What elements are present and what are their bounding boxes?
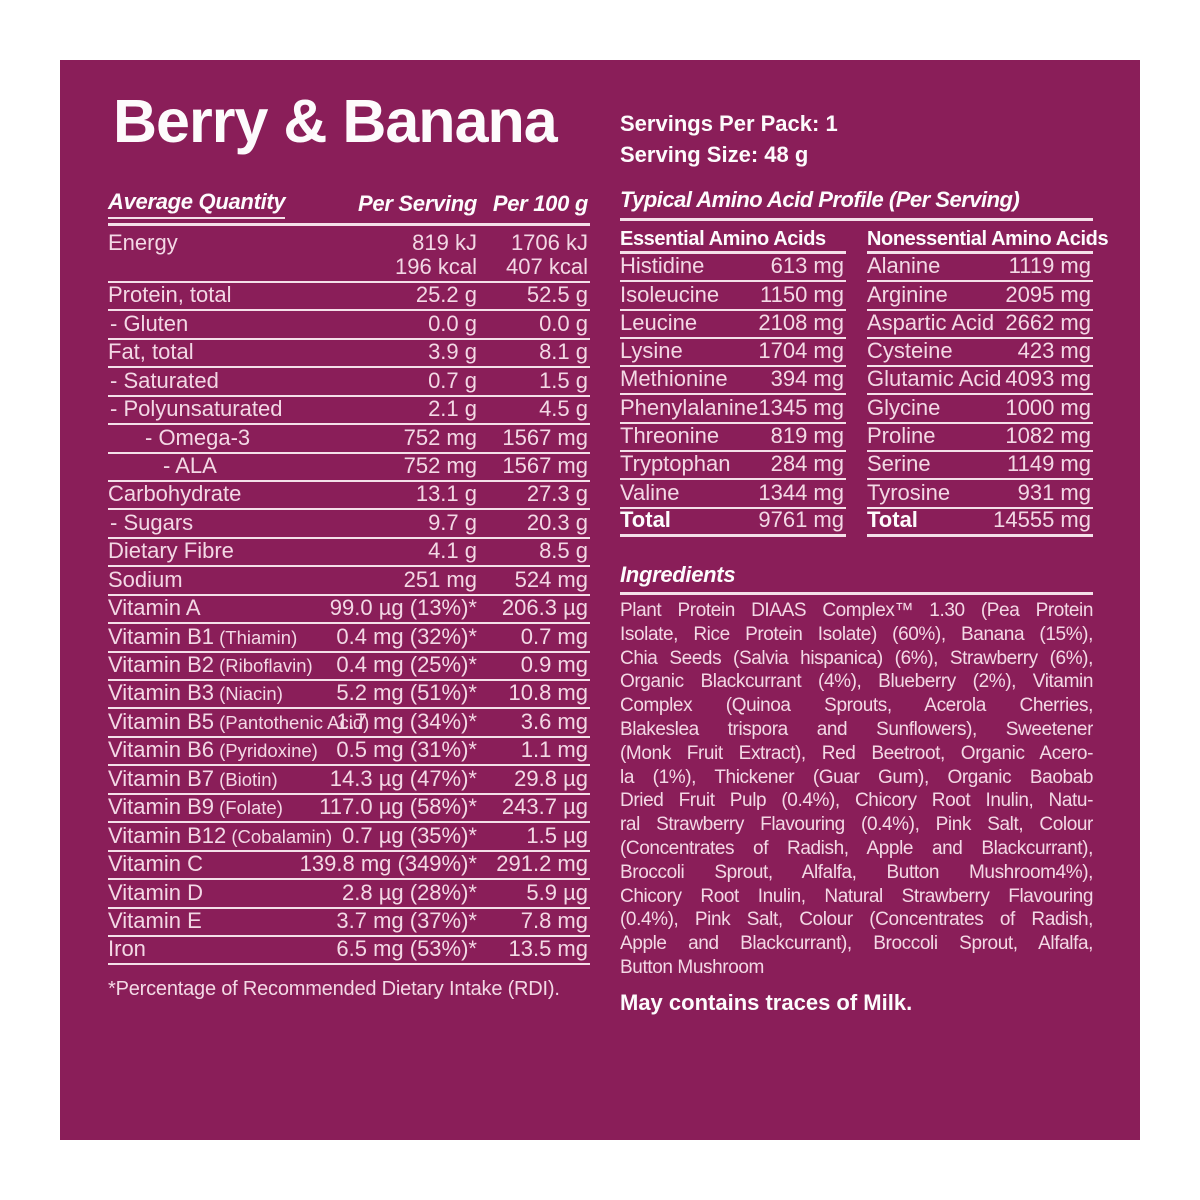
amino-value: 2095 mg	[1005, 281, 1091, 307]
per-100g-value: 20.3 g	[526, 509, 588, 535]
amino-name: Serine	[867, 451, 931, 477]
amino-name: Proline	[867, 423, 936, 449]
product-title: Berry & Banana	[113, 87, 557, 155]
amino-name: Lysine	[620, 338, 683, 364]
per-100g-value: 524 mg	[514, 566, 588, 592]
per-100g-value: 3.6 mg	[520, 708, 588, 734]
column-header-per-serving: Per Serving	[358, 191, 477, 216]
row-label: Vitamin B2 (Riboflavin)	[108, 652, 313, 678]
nutrition-rows	[108, 283, 590, 966]
per-100g-value: 27.3 g	[526, 481, 588, 507]
amino-profile-title: Typical Amino Acid Profile (Per Serving)	[620, 188, 1093, 221]
amino-row	[867, 339, 1093, 367]
row-label: Carbohydrate	[108, 481, 242, 507]
row-label: Energy	[108, 230, 178, 255]
ingredients-line: Chicory Root Inulin, Natural Strawberry Flavouring	[620, 885, 1093, 907]
table-row	[108, 681, 590, 709]
nutrition-table-header	[108, 189, 590, 226]
table-row	[108, 709, 590, 737]
ingredients-section	[620, 563, 1093, 1016]
per-serving-value: 9.7 g	[428, 509, 477, 535]
row-sublabel: (Biotin)	[213, 768, 278, 790]
ingredients-line: (Monk Fruit Extract), Red Beetroot, Organic Acero-	[620, 742, 1093, 764]
amino-value: 1704 mg	[758, 338, 844, 364]
amino-row	[867, 452, 1093, 480]
amino-value: 394 mg	[770, 366, 844, 392]
per-serving-value: 13.1 g	[415, 481, 477, 507]
rdi-footnote: *Percentage of Recommended Dietary Intake (RDI).	[108, 978, 560, 1001]
amino-value: 1082 mg	[1005, 423, 1091, 449]
row-label: Vitamin B5 (Pantothenic Acid)	[108, 708, 370, 734]
ingredients-line: Blakeslea trispora and Sunflowers), Sweetener	[620, 718, 1093, 740]
amino-total-label: Total	[620, 506, 671, 532]
ingredients-line: Chia Seeds (Salvia hispanica) (6%), Strawberry (6%),	[620, 647, 1093, 669]
amino-row	[867, 395, 1093, 423]
serving-info	[620, 108, 838, 170]
per-serving-value: 3.7 mg (37%)*	[336, 907, 477, 933]
nutrition-table	[108, 189, 590, 1001]
per-100g-value: 29.8 µg	[514, 765, 588, 791]
per-serving-value: 752 mg	[403, 424, 477, 450]
amino-value: 931 mg	[1017, 479, 1091, 505]
amino-row	[620, 282, 846, 310]
row-label: Vitamin B6 (Pyridoxine)	[108, 737, 318, 763]
amino-row	[620, 311, 846, 339]
per-serving-value: 0.4 mg (25%)*	[336, 652, 477, 678]
amino-name: Tyrosine	[867, 479, 951, 505]
table-row	[108, 567, 590, 595]
row-label: Vitamin B9 (Folate)	[108, 794, 283, 820]
row-sublabel: (Niacin)	[213, 683, 283, 705]
table-row	[108, 397, 590, 425]
row-label: Vitamin C	[108, 851, 203, 877]
amino-row	[867, 367, 1093, 395]
per-serving-value: 0.7 g	[428, 367, 477, 393]
amino-row	[620, 480, 846, 508]
amino-total-row	[620, 506, 846, 537]
table-row	[108, 340, 590, 368]
amino-total-value: 14555 mg	[993, 506, 1091, 532]
row-label: Vitamin B1 (Thiamin)	[108, 623, 298, 649]
amino-name: Cysteine	[867, 338, 953, 364]
serving-size: Serving Size: 48 g	[620, 142, 809, 167]
per-100g-value: 1.5 g	[539, 367, 588, 393]
per-serving-value: 196 kcal	[395, 253, 477, 279]
per-100g-value: 13.5 mg	[508, 936, 588, 962]
essential-amino-header: Essential Amino Acids	[620, 226, 846, 254]
table-row	[108, 283, 590, 311]
row-label: Vitamin A	[108, 595, 201, 621]
table-row	[108, 539, 590, 567]
per-100g-value: 1.5 µg	[526, 822, 588, 848]
per-serving-value: 0.0 g	[428, 310, 477, 336]
nonessential-amino-table	[867, 226, 1109, 537]
table-row	[108, 766, 590, 794]
per-serving-value: 0.5 mg (31%)*	[336, 737, 477, 763]
per-serving-value: 3.9 g	[428, 339, 477, 365]
amino-value: 284 mg	[770, 451, 844, 477]
per-serving-value: 752 mg	[403, 452, 477, 478]
row-label: - Polyunsaturated	[110, 396, 283, 422]
column-header-average-quantity: Average Quantity	[108, 189, 285, 219]
table-row	[108, 937, 590, 965]
per-100g-value: 0.0 g	[539, 310, 588, 336]
row-label: - Omega-3	[145, 424, 251, 450]
amino-name: Phenylalanine	[620, 394, 759, 420]
amino-row	[620, 339, 846, 367]
table-row	[108, 653, 590, 681]
ingredients-text	[620, 599, 1093, 980]
per-100g-value: 8.5 g	[539, 538, 588, 564]
amino-row	[867, 424, 1093, 452]
row-label: Vitamin B12 (Cobalamin)	[108, 822, 333, 848]
amino-row	[620, 367, 846, 395]
per-100g-value: 1706 kJ	[510, 230, 588, 255]
per-serving-value: 2.1 g	[428, 396, 477, 422]
row-label: - ALA	[163, 452, 217, 478]
per-100g-value: 4.5 g	[539, 396, 588, 422]
row-sublabel: (Riboflavin)	[213, 655, 313, 677]
energy-row	[108, 226, 590, 283]
row-label: Dietary Fibre	[108, 538, 234, 564]
row-label: - Gluten	[110, 310, 189, 336]
ingredients-line: Complex (Quinoa Sprouts, Acerola Cherries,	[620, 695, 1093, 717]
ingredients-line: Button Mushroom	[620, 956, 764, 978]
amino-name: Valine	[620, 479, 680, 505]
table-row	[108, 425, 590, 453]
table-row	[108, 738, 590, 766]
amino-name: Threonine	[620, 423, 720, 449]
amino-row	[620, 254, 846, 282]
amino-row	[867, 311, 1093, 339]
ingredients-title: Ingredients	[620, 563, 1093, 595]
ingredients-line: ral Strawberry Flavouring (0.4%), Pink Salt, Colour	[620, 814, 1093, 836]
amino-value: 1000 mg	[1005, 394, 1091, 420]
row-sublabel: (Folate)	[213, 797, 283, 819]
amino-value: 819 mg	[770, 423, 844, 449]
row-sublabel: (Cobalamin)	[226, 825, 333, 847]
amino-value: 1150 mg	[760, 281, 844, 307]
row-label: Protein, total	[108, 282, 232, 308]
per-100g-value: 206.3 µg	[501, 595, 588, 621]
table-row	[108, 311, 590, 339]
amino-value: 613 mg	[770, 253, 844, 279]
per-serving-value: 2.8 µg (28%)*	[342, 879, 477, 905]
amino-name: Leucine	[620, 309, 698, 335]
amino-value: 2662 mg	[1005, 309, 1091, 335]
per-serving-value: 0.7 µg (35%)*	[342, 822, 477, 848]
amino-value: 4093 mg	[1005, 366, 1091, 392]
per-serving-value: 819 kJ	[412, 230, 477, 255]
amino-row	[620, 424, 846, 452]
nutrition-label-panel	[60, 60, 1140, 1140]
per-serving-value: 0.4 mg (32%)*	[336, 623, 477, 649]
ingredients-line: Organic Blackcurrant (4%), Blueberry (2%), Vitamin	[620, 671, 1093, 693]
row-sublabel: (Pyridoxine)	[213, 740, 318, 762]
amino-row	[620, 452, 846, 480]
per-100g-value: 8.1 g	[539, 339, 588, 365]
table-row	[108, 823, 590, 851]
row-sublabel: (Pantothenic Acid)	[213, 711, 370, 733]
amino-columns	[620, 226, 1109, 537]
amino-name: Tryptophan	[620, 451, 731, 477]
per-100g-value: 407 kcal	[506, 253, 588, 279]
amino-value: 1119 mg	[1008, 253, 1091, 279]
amino-total-value: 9761 mg	[758, 506, 844, 532]
per-100g-value: 52.5 g	[526, 282, 588, 308]
table-row	[108, 880, 590, 908]
per-100g-value: 5.9 µg	[526, 879, 588, 905]
per-serving-value: 117.0 µg (58%)*	[319, 794, 477, 820]
per-100g-value: 7.8 mg	[520, 907, 588, 933]
amino-value: 2108 mg	[758, 309, 844, 335]
per-100g-value: 291.2 mg	[496, 851, 588, 877]
per-serving-value: 99.0 µg (13%)*	[329, 595, 477, 621]
ingredients-line: Dried Fruit Pulp (0.4%), Chicory Root Inulin, Natu-	[620, 790, 1093, 812]
amino-name: Alanine	[867, 253, 941, 279]
per-100g-value: 1567 mg	[502, 424, 588, 450]
per-serving-value: 1.7 mg (34%)*	[336, 708, 477, 734]
table-row	[108, 510, 590, 538]
amino-row	[867, 480, 1093, 508]
per-serving-value: 14.3 µg (47%)*	[329, 765, 477, 791]
amino-name: Aspartic Acid	[867, 309, 995, 335]
allergen-statement: May contains traces of Milk.	[620, 989, 913, 1015]
essential-amino-rows	[620, 254, 846, 537]
per-100g-value: 10.8 mg	[508, 680, 588, 706]
row-label: Vitamin B7 (Biotin)	[108, 765, 278, 791]
table-row	[108, 909, 590, 937]
amino-row	[867, 254, 1093, 282]
amino-name: Histidine	[620, 253, 705, 279]
ingredients-line: Plant Protein DIAAS Complex™ 1.30 (Pea Protein	[620, 600, 1093, 621]
nonessential-amino-header: Nonessential Amino Acids	[867, 226, 1093, 254]
per-serving-value: 139.8 mg (349%)*	[299, 851, 477, 877]
table-row	[108, 454, 590, 482]
ingredients-line: (0.4%), Pink Salt, Colour (Concentrates of Radish,	[620, 909, 1093, 931]
table-row	[108, 482, 590, 510]
amino-value: 423 mg	[1017, 338, 1091, 364]
per-100g-value: 1.1 mg	[520, 737, 588, 763]
row-label: - Saturated	[110, 367, 219, 393]
amino-name: Glycine	[867, 394, 941, 420]
per-serving-value: 25.2 g	[415, 282, 477, 308]
row-label: Vitamin E	[108, 907, 202, 933]
amino-name: Arginine	[867, 281, 948, 307]
table-row	[108, 368, 590, 396]
amino-name: Methionine	[620, 366, 728, 392]
per-100g-value: 0.7 mg	[520, 623, 588, 649]
amino-total-row	[867, 506, 1093, 537]
servings-per-pack: Servings Per Pack: 1	[620, 111, 838, 136]
row-label: Vitamin D	[108, 879, 203, 905]
per-serving-value: 251 mg	[403, 566, 477, 592]
table-row	[108, 624, 590, 652]
ingredients-line: (Concentrates of Radish, Apple and Blackcurrant),	[620, 837, 1093, 859]
row-label: Fat, total	[108, 339, 194, 365]
amino-value: 1344 mg	[758, 479, 844, 505]
row-label: Vitamin B3 (Niacin)	[108, 680, 283, 706]
row-label: Iron	[108, 936, 146, 962]
row-label: Sodium	[108, 566, 183, 592]
amino-profile-section	[620, 187, 1109, 537]
per-100g-value: 243.7 µg	[501, 794, 588, 820]
ingredients-line: la (1%), Thickener (Guar Gum), Organic Baobab	[620, 766, 1093, 788]
row-sublabel: (Thiamin)	[213, 626, 298, 648]
per-100g-value: 0.9 mg	[520, 652, 588, 678]
per-serving-value: 6.5 mg (53%)*	[336, 936, 477, 962]
ingredients-line: Isolate, Rice Protein Isolate) (60%), Banana (15%),	[620, 623, 1093, 645]
table-row	[108, 795, 590, 823]
amino-total-label: Total	[867, 506, 918, 532]
amino-row	[620, 395, 846, 423]
amino-row	[867, 282, 1093, 310]
essential-amino-table	[620, 226, 846, 537]
row-label: - Sugars	[110, 509, 194, 535]
amino-value: 1345 mg	[758, 394, 844, 420]
per-100g-value: 1567 mg	[502, 452, 588, 478]
per-serving-value: 5.2 mg (51%)*	[336, 680, 477, 706]
amino-name: Glutamic Acid	[867, 366, 1002, 392]
amino-value: 1149 mg	[1007, 451, 1091, 477]
table-row	[108, 852, 590, 880]
ingredients-line: Broccoli Sprout, Alfalfa, Button Mushroom4%),	[620, 861, 1093, 883]
ingredients-line: Apple and Blackcurrant), Broccoli Sprout, Alfalfa,	[620, 933, 1093, 955]
per-serving-value: 4.1 g	[428, 538, 477, 564]
nonessential-amino-rows	[867, 254, 1093, 537]
amino-name: Isoleucine	[620, 281, 720, 307]
table-row	[108, 596, 590, 624]
column-header-per-100g: Per 100 g	[492, 191, 588, 216]
